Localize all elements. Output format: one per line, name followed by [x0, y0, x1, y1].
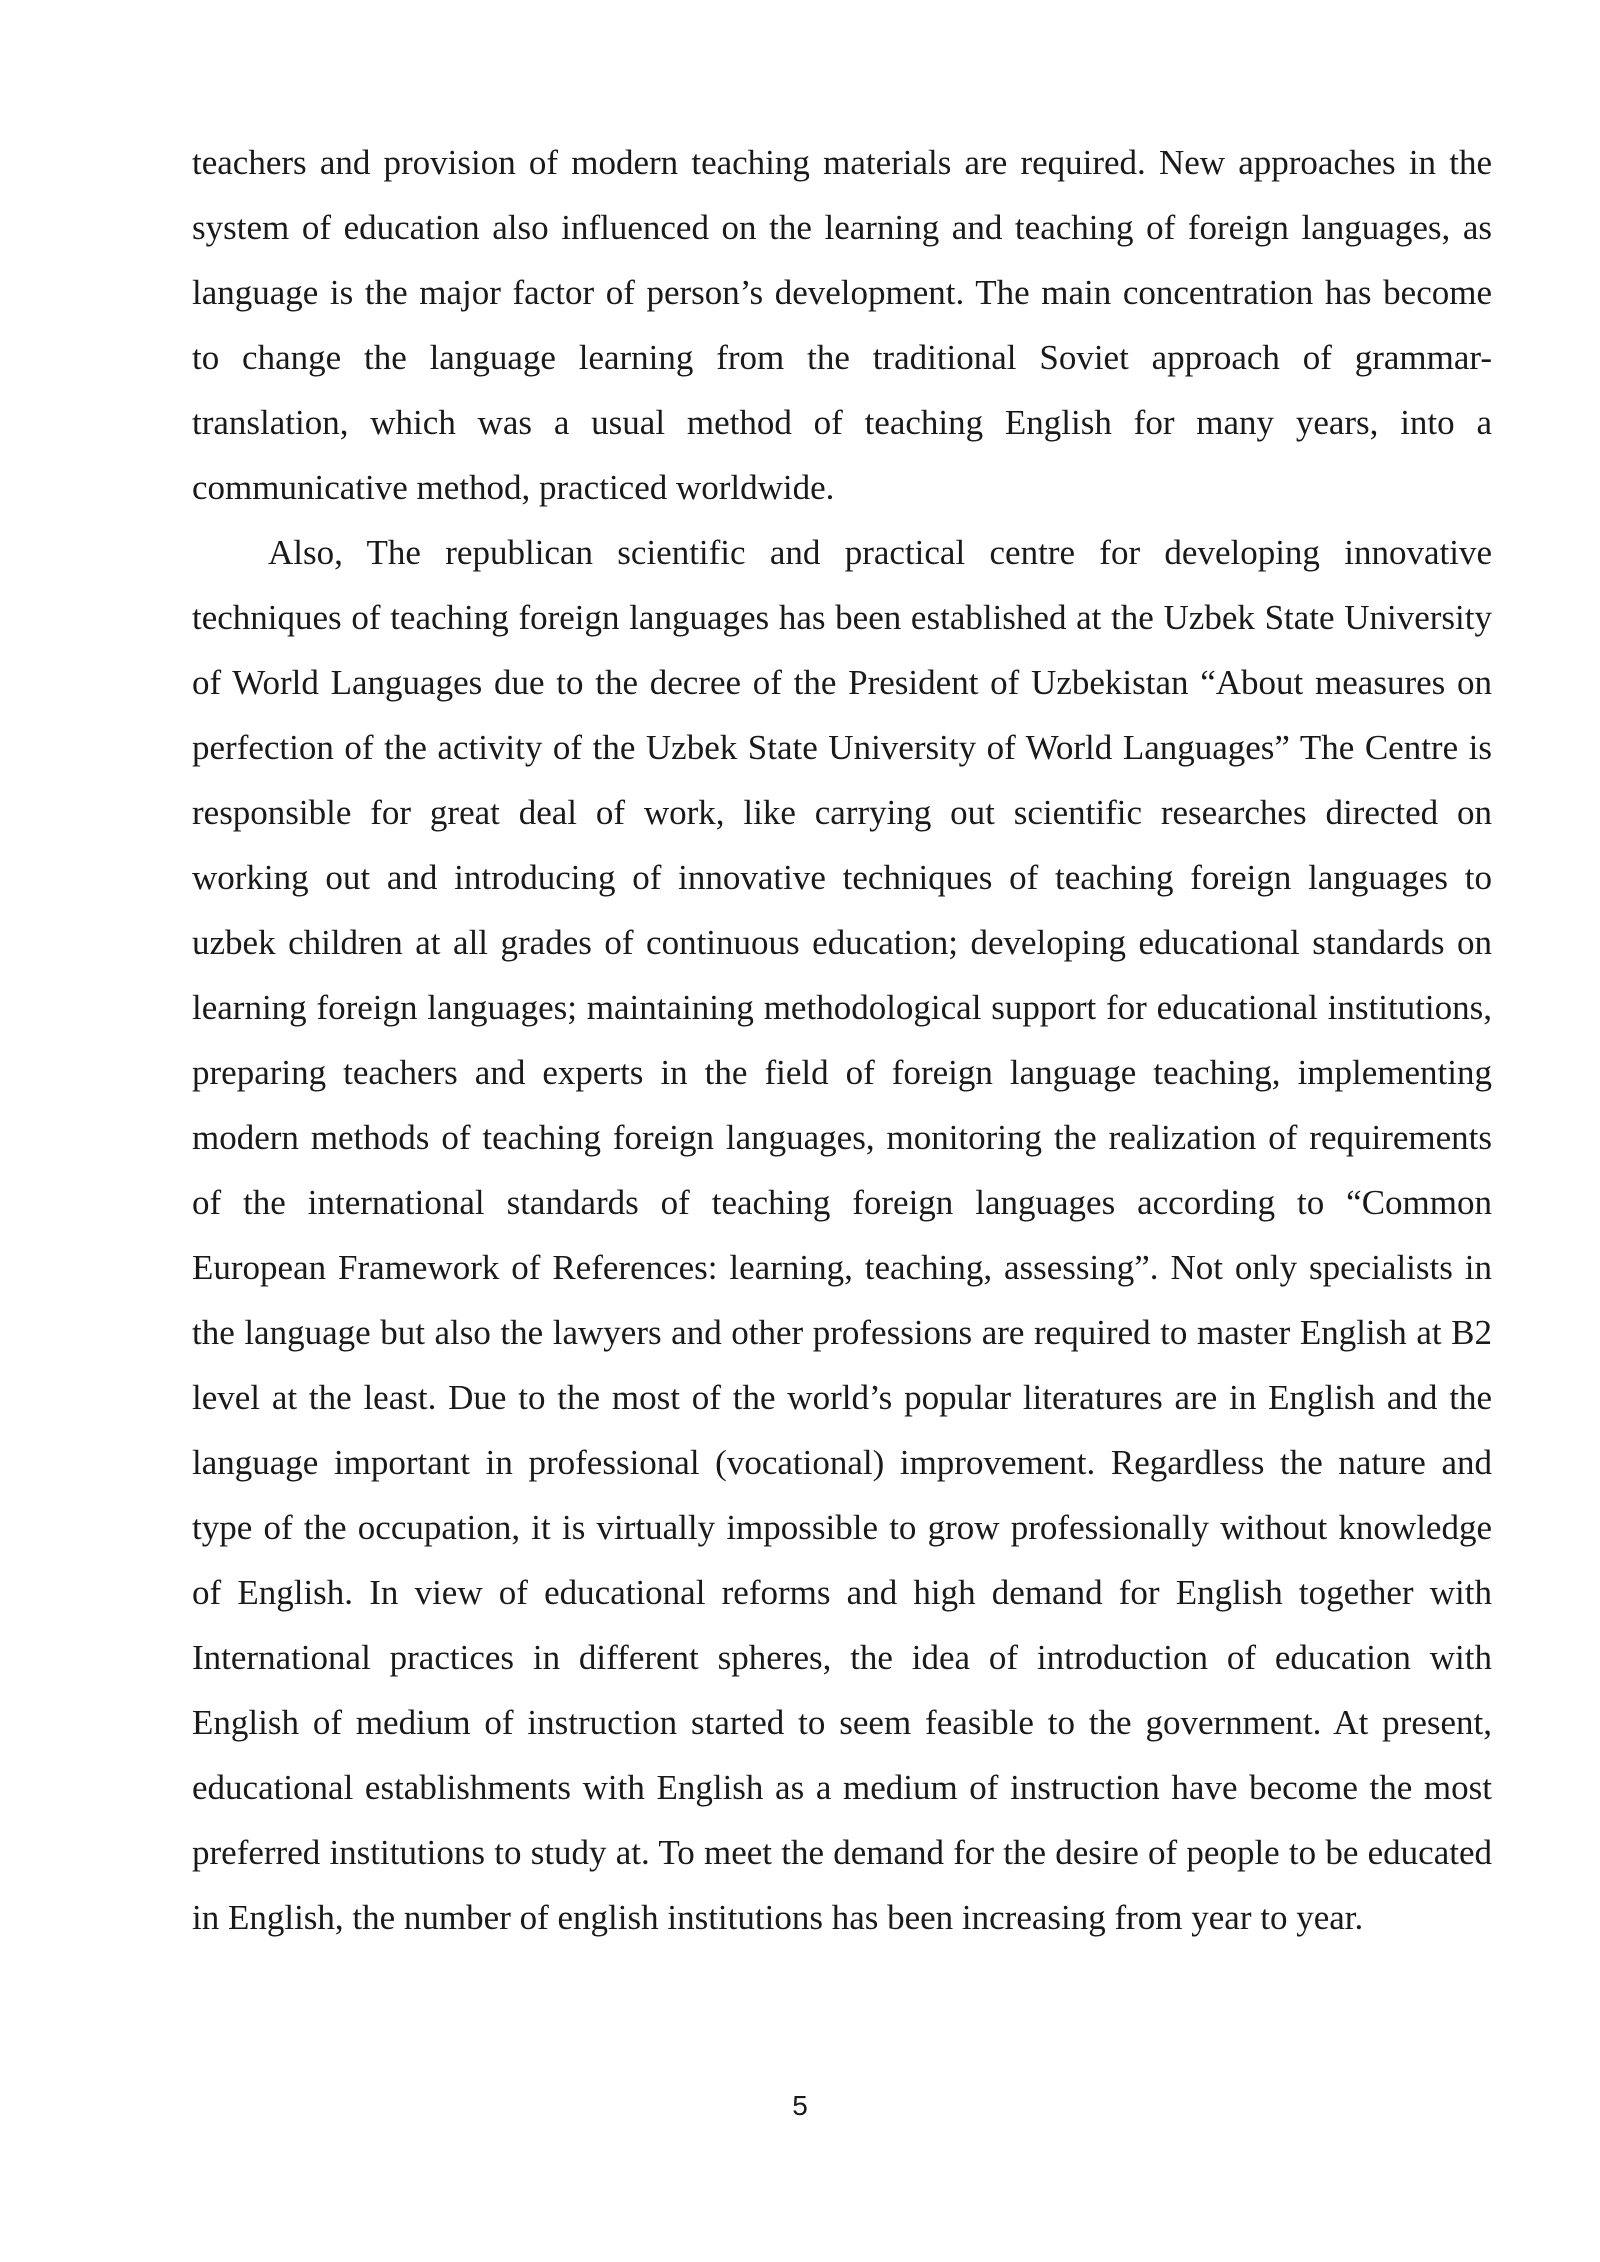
page-number: 5: [792, 2090, 808, 2121]
body-text: [192, 130, 1492, 1950]
paragraph-continuation: teachers and provision of modern teaching materials are required. New approaches in the system of education also influenced on the learning and teaching of foreign languages, as language is the major factor of person’s development. The main concentration has become to change the language learning from the traditional Soviet approach of grammar-translation, which was a usual method of teaching English for many years, into a communicative method, practiced worldwide.: [192, 143, 1492, 507]
paragraph-republican-centre: Also, The republican scientific and practical centre for developing innovative techniques of teaching foreign languages has been established at the Uzbek State University of World Languages due to the decree of the President of Uzbekistan “About measures on perfection of the activity of the Uzbek State University of World Languages” The Centre is responsible for great deal of work, like carrying out scientific researches directed on working out and introducing of innovative techniques of teaching foreign languages to uzbek children at all grades of continuous education; developing educational standards on learning foreign languages; maintaining methodological support for educational institutions, preparing teachers and experts in the field of foreign language teaching, implementing modern methods of teaching foreign languages, monitoring the realization of requirements of the international standards of teaching foreign languages according to “Common European Framework of References: learning, teaching, assessing”. Not only specialists in the language but also the lawyers and other professions are required to master English at B2 level at the least. Due to the most of the world’s popular literatures are in English and the language important in professional (vocational) improvement. Regardless the nature and type of the occupation, it is virtually impossible to grow professionally without knowledge of English. In view of educational reforms and high demand for English together with International practices in different spheres, the idea of introduction of education with English of medium of instruction started to seem feasible to the government. At present, educational establishments with English as a medium of instruction have become the most preferred institutions to study at. To meet the demand for the desire of people to be educated in English, the number of english institutions has been increasing from year to year.: [192, 533, 1492, 1937]
